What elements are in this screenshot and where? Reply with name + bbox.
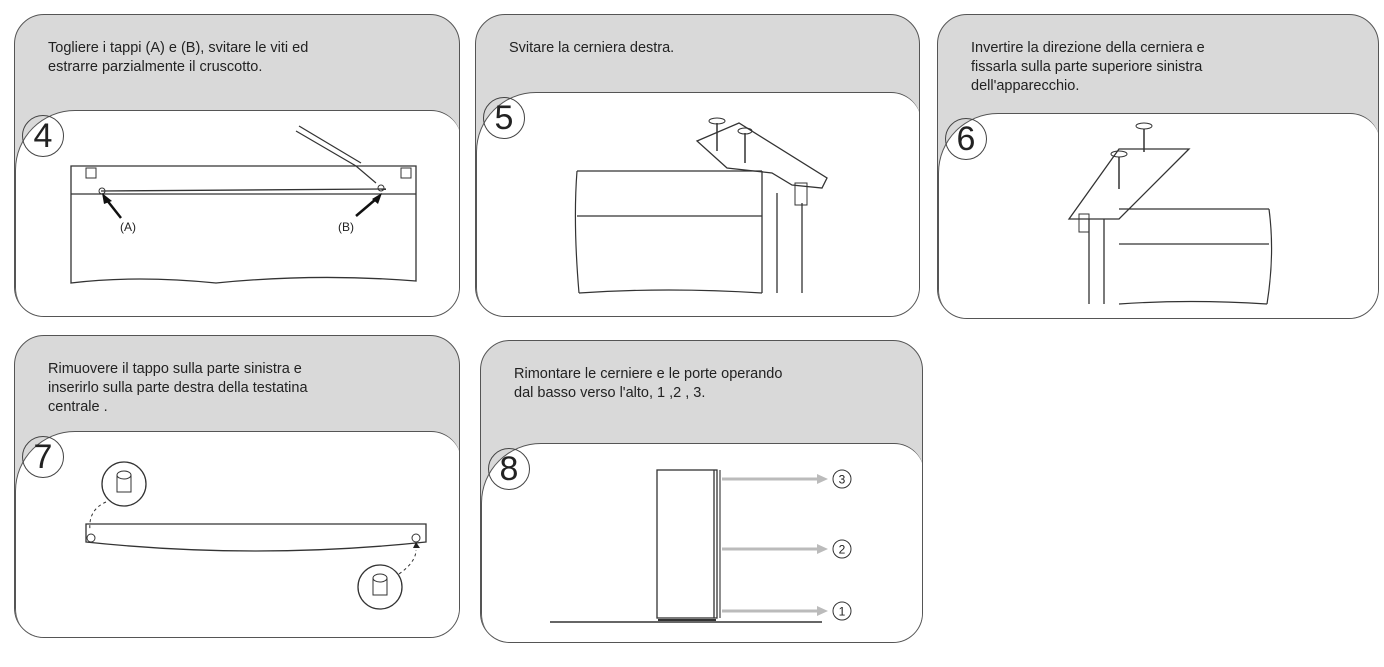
step-4-illustration: [16, 111, 460, 317]
step-8-order-3: 3: [838, 472, 846, 487]
step-4-card: [14, 14, 460, 317]
step-4-label-b: (B): [338, 220, 354, 234]
step-5-illustration: [477, 93, 920, 317]
step-4-label-a: (A): [120, 220, 136, 234]
step-8-illustration: [482, 444, 923, 643]
step-6-illustration: [939, 114, 1379, 319]
step-8-number: 8: [488, 448, 530, 490]
step-4-caption: Togliere i tappi (A) e (B), svitare le viti ed estrarre parzialmente il cruscotto.: [48, 40, 309, 75]
step-7-card: [14, 335, 460, 638]
step-5-illustration-area: [476, 92, 920, 317]
step-5-card: [475, 14, 920, 317]
step-6-card: [937, 14, 1379, 319]
step-6-illustration-area: [938, 113, 1379, 319]
step-7-number: 7: [22, 436, 64, 478]
step-8-caption: Rimontare le cerniere e le porte operando dal basso verso l'alto, 1 ,2 , 3.: [514, 366, 783, 401]
step-7-illustration-area: [15, 431, 460, 638]
step-6-caption: Invertire la direzione della cerniera e fissarla sulla parte superiore sinistra dell'apparecchio.: [971, 40, 1205, 94]
step-8-illustration-area: [481, 443, 923, 643]
step-7-illustration: [16, 432, 460, 638]
step-8-card: [480, 340, 923, 643]
step-6-number: 6: [945, 118, 987, 160]
step-7-caption: Rimuovere il tappo sulla parte sinistra e inserirlo sulla parte destra della testatina centrale .: [48, 361, 308, 415]
step-8-order-2: 2: [838, 542, 846, 557]
step-4-number: 4: [22, 115, 64, 157]
step-5-number: 5: [483, 97, 525, 139]
step-4-illustration-area: [15, 110, 460, 317]
step-8-order-1: 1: [838, 604, 846, 619]
step-5-caption: Svitare la cerniera destra.: [509, 40, 675, 56]
